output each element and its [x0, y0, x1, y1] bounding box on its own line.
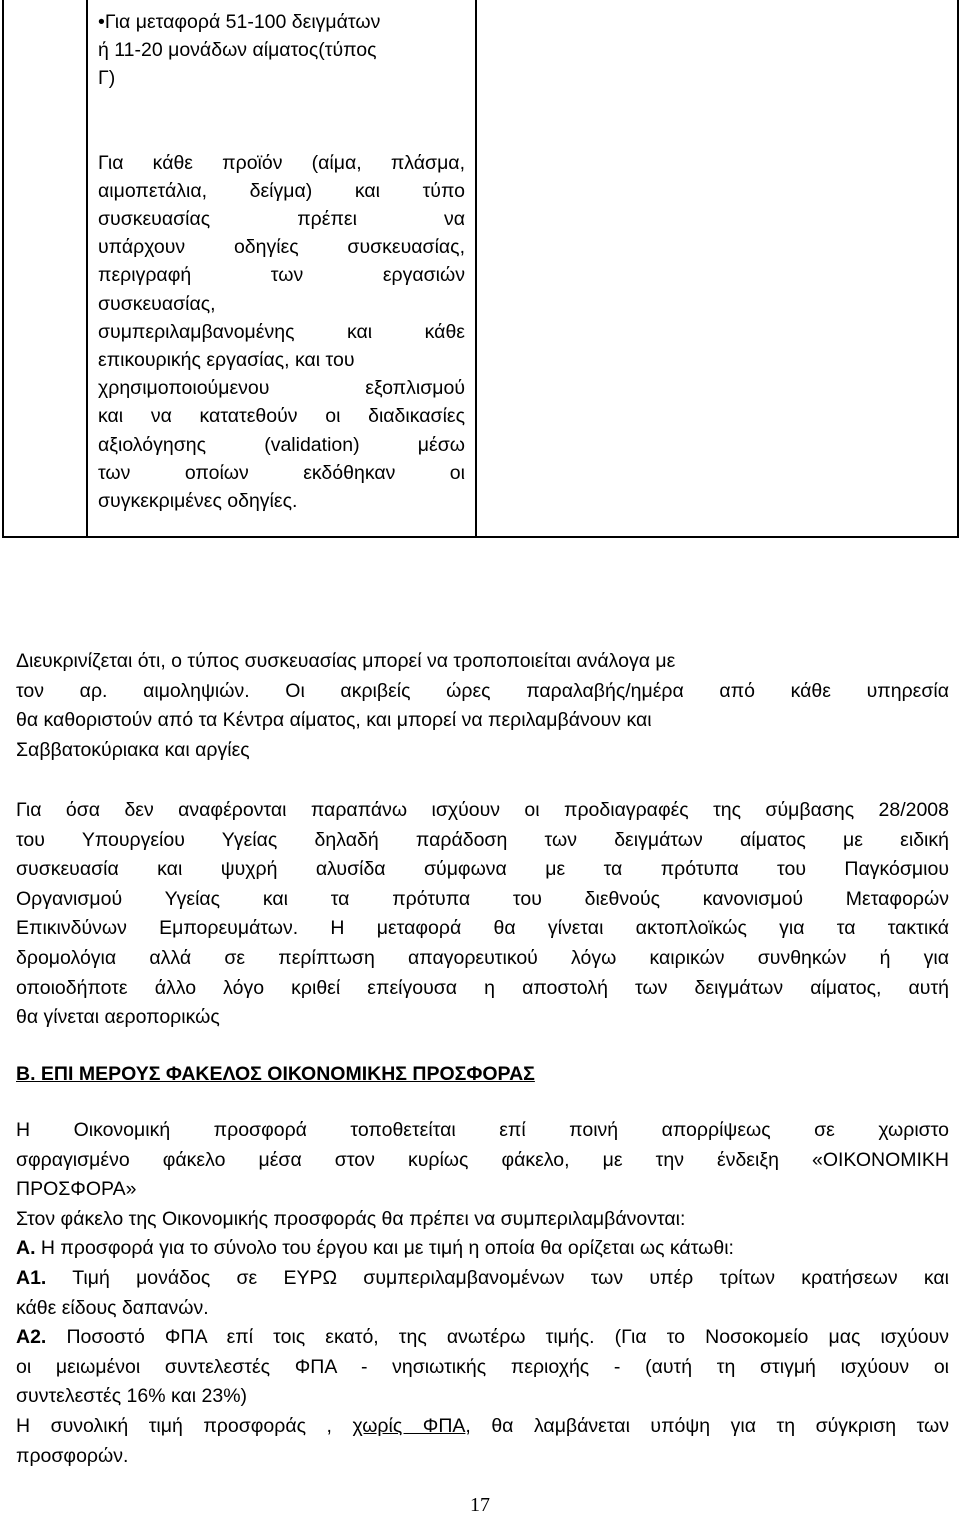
total-after: , θα λαμβάνεται υπόψη για τη σύγκριση των: [465, 1414, 949, 1437]
item-a2-cont: οι μειωμένοι συντελεστές ΦΠΑ - νησιωτικής περιοχής - (αυτή τη στιγμή ισχύουν οι: [16, 1355, 949, 1378]
page-number: 17: [470, 1494, 490, 1516]
item-a1: [16, 1264, 949, 1294]
table-border-left: [2, 0, 4, 538]
paragraph-line: δρομολόγια αλλά σε περίπτωση απαγορευτικού λόγω καιρικών συνθηκών ή για: [16, 946, 949, 969]
paragraph-line: συσκευασία και ψυχρή αλυσίδα σύμφωνα με τα πρότυπα του Παγκόσμιου: [16, 858, 949, 881]
paragraph-line: Για όσα δεν αναφέρονται παραπάνω ισχύουν οι προδιαγραφές της σύμβασης 28/2008: [16, 799, 949, 821]
cell-body-line: χρησιμοποιούμενου εξοπλισμού: [98, 377, 465, 400]
paragraph-line: Οργανισμού Υγείας και τα πρότυπα του διεθνούς κανονισμού Μεταφορών: [16, 887, 949, 910]
item-a2: [16, 1323, 949, 1353]
item-a2-cont: συντελεστές 16% και 23%): [16, 1385, 248, 1408]
clarification-paragraph: [16, 647, 949, 765]
envelope-line: Στον φάκελο της Οικονομικής προσφοράς θα πρέπει να συμπεριλαμβάνονται:: [16, 1207, 686, 1230]
cell-body-line: αξιολόγησης (validation) μέσω: [98, 433, 465, 456]
cell-title-line: ή 11-20 μονάδων αίματος(τύπος: [98, 39, 377, 62]
item-a1-cont: κάθε είδους δαπανών.: [16, 1296, 209, 1319]
item-a: [16, 1234, 949, 1264]
cell-body-line: υπάρχουν οδηγίες συσκευασίας,: [98, 236, 465, 259]
offer-line: σφραγισμένο φάκελο μέσα στον κυρίως φάκελο, με την ένδειξη «ΟΙΚΟΝΟΜΙΚΗ: [16, 1148, 949, 1171]
paragraph-line: του Υπουργείου Υγείας δηλαδή παράδοση των δειγμάτων αίματος με ειδική: [16, 828, 949, 851]
table-cell-transport-type-c: [98, 8, 465, 515]
table-border-bottom: [2, 536, 957, 538]
cell-title-line: •Για μεταφορά 51-100 δειγμάτων: [98, 11, 381, 33]
cell-body-line: επικουρικής εργασίας, και του: [98, 349, 355, 372]
paragraph-line: Επικινδύνων Εμπορευμάτων. Η μεταφορά θα γίνεται ακτοπλοϊκώς για τα τακτικά: [16, 917, 949, 940]
total-price-cont: προσφορών.: [16, 1444, 129, 1467]
cell-body-line: συσκευασίας,: [98, 292, 216, 315]
paragraph-line: Διευκρινίζεται ότι, ο τύπος συσκευασίας μπορεί να τροποποιείται ανάλογα με: [16, 650, 676, 672]
item-a1-text: Τιμή μονάδος σε ΕΥΡΩ συμπεριλαμβανομένων των υπέρ τρίτων κρατήσεων και: [46, 1266, 949, 1289]
section-heading: Β. ΕΠΙ ΜΕΡΟΥΣ ΦΑΚΕΛΟΣ ΟΙΚΟΝΟΜΙΚΗΣ ΠΡΟΣΦΟΡΑΣ: [16, 1063, 535, 1085]
section-heading-block: [16, 1060, 949, 1090]
item-a2-text: Ποσοστό ΦΠΑ επί τοις εκατό, της ανωτέρω τιμής. (Για το Νοσοκομείο μας ισχύουν: [46, 1326, 949, 1349]
cell-body-line: συσκευασίας πρέπει να: [98, 208, 465, 231]
paragraph-line: θα γίνεται αεροπορικώς: [16, 1006, 220, 1029]
cell-body-line: αιμοπετάλια, δείγμα) και τύπο: [98, 179, 465, 202]
paragraph-line: θα καθοριστούν από τα Κέντρα αίματος, και μπορεί να περιλαμβάνουν και: [16, 709, 652, 732]
table-border-col1: [86, 0, 88, 538]
cell-body-line: συγκεκριμένες οδηγίες.: [98, 490, 298, 513]
item-a2-label: Α2.: [16, 1326, 47, 1349]
cell-body-line: συμπεριλαμβανομένης και κάθε: [98, 320, 465, 343]
paragraph-line: οποιοδήποτε άλλο λόγο κριθεί επείγουσα η αποστολή των δειγμάτων αίματος, αυτή: [16, 976, 949, 999]
without-vat: χωρίς ΦΠΑ: [352, 1414, 466, 1437]
cell-title-line: Γ): [98, 67, 116, 90]
financial-offer-section: [16, 1116, 949, 1471]
total-price-line: [16, 1412, 949, 1442]
cell-body-line: Για κάθε προϊόν (αίμα, πλάσμα,: [98, 151, 465, 174]
item-a-text: Η προσφορά για το σύνολο του έργου και με τιμή η οποία θα ορίζεται ως κάτωθι:: [35, 1237, 734, 1260]
paragraph-line: Σαββατοκύριακα και αργίες: [16, 738, 250, 761]
cell-body-line: και να κατατεθούν οι διαδικασίες: [98, 405, 465, 428]
paragraph-line: τον αρ. αιμοληψιών. Οι ακριβείς ώρες παραλαβής/ημέρα από κάθε υπηρεσία: [16, 679, 949, 702]
cell-body-line: περιγραφή των εργασιών: [98, 264, 465, 287]
table-border-right: [957, 0, 959, 538]
item-a1-label: Α1.: [16, 1266, 47, 1289]
cell-body-line: των οποίων εκδόθηκαν οι: [98, 461, 465, 484]
table-border-col2: [475, 0, 477, 538]
item-a-label: Α.: [16, 1237, 36, 1260]
total-before: Η συνολική τιμή προσφοράς ,: [16, 1414, 353, 1437]
offer-line: ΠΡΟΣΦΟΡΑ»: [16, 1178, 137, 1201]
offer-line: Η Οικονομική προσφορά τοποθετείται επί ποινή απορρίψεως σε χωριστο: [16, 1119, 949, 1141]
specifications-paragraph: [16, 796, 949, 1033]
